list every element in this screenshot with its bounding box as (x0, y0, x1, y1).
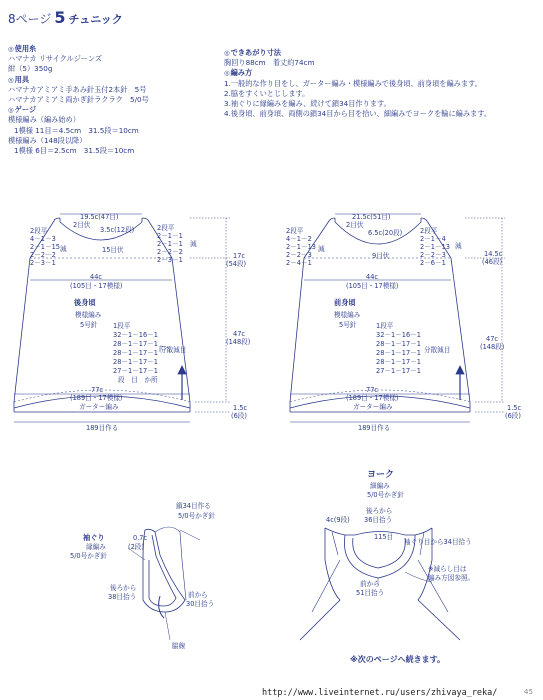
back-dec-label: 分散減目 (160, 346, 187, 354)
front-body-length: 47c (486, 335, 499, 343)
sleeve-edging-hook: 5/0号かぎ針 (70, 552, 107, 560)
back-width77-sts: (189目・17模様) (70, 394, 123, 402)
back-dec-row: 28－1－17－1 (113, 358, 158, 366)
back-body-length: 47c (233, 330, 246, 338)
front-garter: ガーター編み (353, 403, 393, 411)
front-pattern: 模様編み (334, 311, 361, 319)
back-width44: 44c (90, 273, 103, 281)
yoke-back-pickup: 36目拾う (364, 516, 393, 524)
gauge-heading: ◎ ゲージ (8, 105, 149, 115)
yoke-back-pickup: 後ろから (366, 507, 393, 515)
front-shoulder: 6.5c(20段) (368, 229, 403, 237)
back-width44-sts: (105目・17模様) (70, 282, 123, 290)
sleeve-chain: 鎖34目作る (176, 502, 211, 510)
back-dec-left: 減 (60, 245, 67, 253)
back-rest2: 2目伏 (73, 221, 91, 229)
front-body-rows: (148段) (480, 343, 505, 351)
back-armhole: 17c (233, 252, 246, 260)
front-rows-right: 2－2－3 (420, 251, 446, 259)
method-step: 2.脇をすくいとじします。 (224, 88, 310, 98)
sleeve-back-pickup: 後ろから (110, 584, 137, 592)
sleeve-hook: 5/0号かぎ針 (178, 512, 215, 520)
back-dec-row: 28－1－17－1 (113, 349, 158, 357)
item-name: チュニック (68, 13, 123, 26)
sleeve-back-pickup: 38目拾う (108, 593, 137, 601)
back-shoulder: 3.5c(12段) (100, 226, 135, 234)
continue-note: ※次のページへ続きます。 (350, 655, 445, 664)
yoke-name: ヨーク (367, 470, 395, 480)
back-hem: 1.5c (233, 404, 248, 412)
front-rows-left: 2－4－1 (286, 259, 312, 267)
yoke-hook: 5/0号かぎ針 (367, 491, 404, 499)
back-body-rows: (148段) (226, 338, 251, 346)
front-name: 前身頃 (334, 298, 356, 307)
yarn-amount: 紺（5）350g (8, 64, 53, 74)
yoke-note: 編み方図参照。 (428, 574, 475, 582)
method-step: 1.一般的な作り目をし、ガーター編み・模様編みで後身頃、前身頃を編みます。 (224, 78, 482, 88)
front-rows-left: 2段平 (286, 227, 304, 235)
back-rows-right: 2－3－1 (157, 256, 183, 264)
yoke-front-pickup: 前から (360, 580, 380, 588)
back-rows-left: 2－2－2 (30, 251, 56, 259)
size-text: 胸回り88cm 着丈約74cm (224, 58, 315, 68)
back-rest15: 15目伏 (102, 246, 124, 254)
page-number: 45 (524, 688, 533, 696)
front-rows-left: 2－1－13 (286, 243, 316, 251)
back-dec-row: 32－1－16－1 (113, 331, 158, 339)
back-dec-row: 28－1－17－1 (113, 340, 158, 348)
back-cast-on: 189目作る (86, 424, 119, 432)
method-step: 4.後身頃、前身頃、両側の鎖34目から目を拾い、細編みでヨークを輪に編みます。 (224, 109, 491, 119)
front-rows-left: 2－2－3 (286, 251, 312, 259)
yarn-name: ハマナカ リサイクルジーンズ (8, 54, 103, 64)
front-dec-row: 27－1－17－1 (376, 367, 421, 375)
yoke-front-pickup: 51目拾う (356, 589, 385, 597)
back-garter: ガーター編み (79, 403, 119, 411)
front-width77-sts: (189目・17模様) (346, 394, 399, 402)
back-rows-left: 2段平 (30, 227, 48, 235)
yoke-labels (326, 469, 474, 597)
front-width77: 77c (366, 386, 379, 394)
front-armhole: 14.5c (484, 250, 503, 258)
yarn-heading: ◎ 使用糸 (8, 44, 149, 54)
yoke-sts: 115目 (374, 533, 394, 541)
front-cast-on: 189目作る (358, 424, 391, 432)
sleeve-side: 脇線 (172, 642, 186, 650)
yoke-sleeve-pickup: 袖ぐり目から34目拾う (404, 538, 472, 546)
front-width44: 44c (366, 273, 379, 281)
front-rows-right: 2－6－1 (420, 259, 446, 267)
sleeve-edging: 縁編み (86, 543, 106, 551)
back-rows-left: 4－1－3 (30, 235, 56, 243)
gauge-line: 模様編み（148段以降） (8, 135, 87, 145)
back-top-width: 19.5c(47目) (80, 213, 119, 221)
method-heading: ◎ 編み方 (224, 68, 491, 78)
back-rows-right: 2－1－1 (157, 240, 183, 248)
back-armhole-rows: (54段) (226, 260, 247, 268)
back-width77: 77c (91, 386, 104, 394)
front-dec-label: 分散減目 (424, 346, 451, 354)
back-rows-left: 2－3－1 (30, 259, 56, 267)
front-dec-row: 1段平 (376, 322, 394, 330)
front-width44-sts: (105目・17模様) (346, 282, 399, 290)
back-rows-right: 2－2－2 (157, 248, 183, 256)
yoke-depth: 4c(9段) (326, 516, 350, 524)
back-rows-right: 2－1－1 (157, 232, 183, 240)
sleeve-height-rows: (2段) (128, 543, 144, 551)
back-rows-right: 2段平 (157, 224, 175, 232)
sleeve-name: 袖ぐり (83, 533, 105, 542)
front-dec-row: 28－1－17－1 (376, 340, 421, 348)
front-rows-right: 2－1－13 (420, 243, 450, 251)
front-body-labels (286, 213, 521, 432)
back-pattern: 模様編み (75, 311, 102, 319)
front-dec-row: 28－1－17－1 (376, 358, 421, 366)
gauge-line: 模様編み（編み始め） (8, 115, 80, 125)
front-armhole-rows: (46段) (482, 258, 503, 266)
back-body-labels (30, 213, 250, 432)
front-hem-rows: (6段) (505, 412, 521, 420)
page-prefix: 8ページ (8, 12, 52, 26)
back-name: 後身頃 (74, 298, 96, 307)
front-dec-row: 32－1－16－1 (376, 331, 421, 339)
back-dec-row: 27－1－17－1 (113, 367, 158, 375)
back-hem-rows: (6段) (231, 412, 247, 420)
tool-hook: ハマナカアミアミ両かぎ針ラクラク 5/0号 (8, 95, 149, 105)
gauge-line: 1模様 6目＝2.5cm 31.5段＝10cm (14, 146, 135, 156)
front-needle: 5号針 (339, 321, 357, 329)
front-rows-right: 2段平 (420, 227, 438, 235)
size-heading: ◎ できあがり寸法 (224, 48, 491, 58)
front-rows-left: 4－1－2 (286, 235, 312, 243)
front-rest2: 2目伏 (346, 221, 364, 229)
back-dec-row: 1段平 (113, 322, 131, 330)
front-dec-right: 減 (455, 242, 462, 250)
sleeve-front-pickup: 前から (188, 591, 208, 599)
sleeve-front-pickup: 30目拾う (186, 600, 215, 608)
front-dec-row: 28－1－17－1 (376, 349, 421, 357)
back-rows-left: 2－1－15 (30, 243, 60, 251)
front-rest9: 9目伏 (372, 252, 390, 260)
front-hem: 1.5c (507, 404, 522, 412)
sleeve-height: 0.7c (133, 534, 148, 542)
gauge-line: 1模様 11目＝4.5cm 31.5段＝10cm (14, 125, 139, 135)
yoke-stitch: 細編み (370, 482, 390, 490)
front-rows-right: 2－1－4 (420, 235, 446, 243)
front-top-width: 21.5c(51目) (352, 213, 391, 221)
back-needle: 5号針 (80, 321, 98, 329)
back-dec-note: 段 目 か所 (118, 376, 158, 384)
tool-needle: ハマナカアミアミ手あみ針玉付2本針 5号 (8, 84, 147, 94)
front-dec-left: 減 (318, 245, 325, 253)
back-dec-right: 減 (190, 240, 197, 248)
yoke-note: ※減らし目は (428, 565, 467, 573)
tools-heading: ◎ 用具 (8, 75, 149, 85)
item-number: 5 (54, 8, 66, 27)
method-step: 3.袖ぐりに縁編みを編み、続けて鎖34目作ります。 (224, 99, 391, 109)
footer-url[interactable]: http://www.liveinternet.ru/users/zhivaya_reka/ (262, 688, 498, 698)
